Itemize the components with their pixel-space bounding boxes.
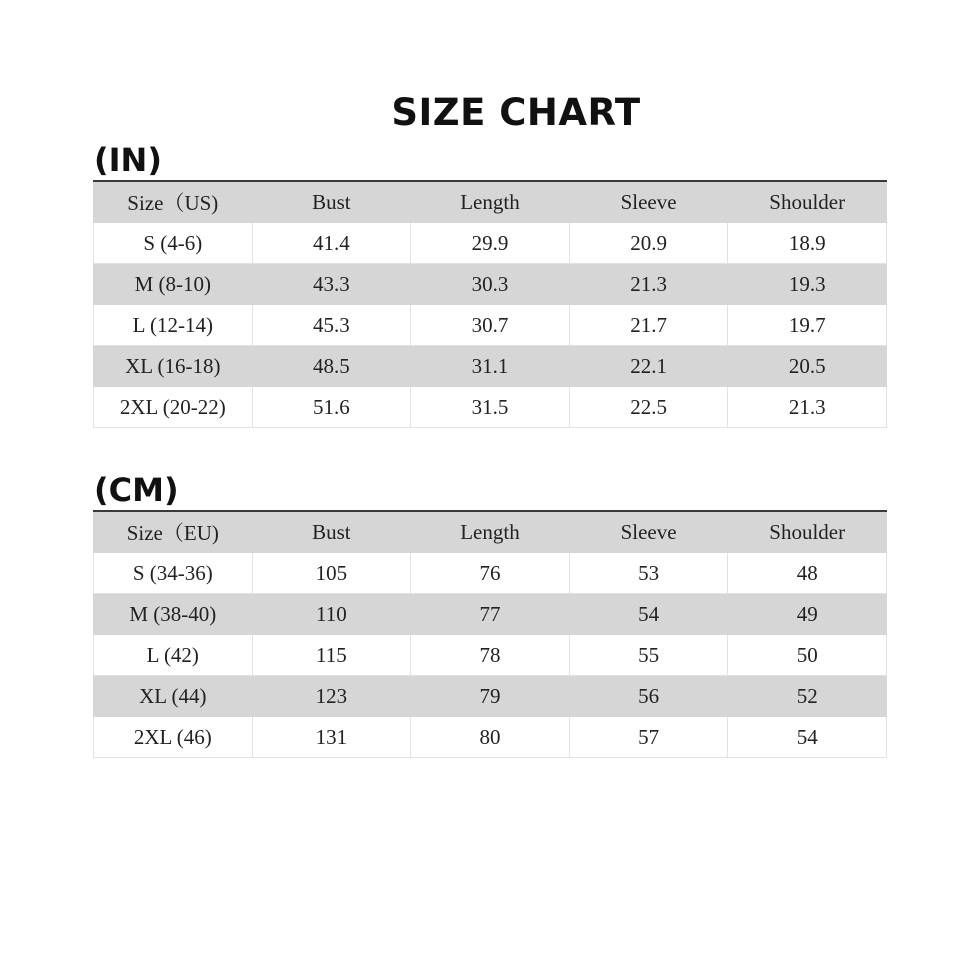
sleeve-cell: 56 xyxy=(569,676,728,717)
shoulder-cell: 21.3 xyxy=(728,387,887,428)
bust-cell: 110 xyxy=(252,594,411,635)
length-cell: 30.3 xyxy=(411,264,570,305)
table-row xyxy=(94,346,887,387)
size-cell: L (42) xyxy=(94,635,253,676)
column-header-size: Size（EU) xyxy=(94,511,253,553)
column-header-shoulder: Shoulder xyxy=(728,181,887,223)
table-header-row xyxy=(94,181,887,223)
shoulder-cell: 52 xyxy=(728,676,887,717)
bust-cell: 115 xyxy=(252,635,411,676)
table-row xyxy=(94,223,887,264)
column-header-bust: Bust xyxy=(252,511,411,553)
length-cell: 31.5 xyxy=(411,387,570,428)
sleeve-cell: 21.7 xyxy=(569,305,728,346)
shoulder-cell: 48 xyxy=(728,553,887,594)
shoulder-cell: 18.9 xyxy=(728,223,887,264)
centimeters-section-label: (CM) xyxy=(94,471,179,509)
sleeve-cell: 57 xyxy=(569,717,728,758)
length-cell: 76 xyxy=(411,553,570,594)
sleeve-cell: 20.9 xyxy=(569,223,728,264)
bust-cell: 105 xyxy=(252,553,411,594)
size-cell: XL (16-18) xyxy=(94,346,253,387)
sleeve-cell: 53 xyxy=(569,553,728,594)
size-cell: 2XL (20-22) xyxy=(94,387,253,428)
column-header-bust: Bust xyxy=(252,181,411,223)
size-table-centimeters xyxy=(93,510,887,758)
length-cell: 80 xyxy=(411,717,570,758)
sleeve-cell: 54 xyxy=(569,594,728,635)
page-title: SIZE CHART xyxy=(391,91,641,134)
table-row xyxy=(94,553,887,594)
bust-cell: 48.5 xyxy=(252,346,411,387)
column-header-size: Size（US) xyxy=(94,181,253,223)
length-cell: 31.1 xyxy=(411,346,570,387)
length-cell: 30.7 xyxy=(411,305,570,346)
size-cell: S (4-6) xyxy=(94,223,253,264)
shoulder-cell: 50 xyxy=(728,635,887,676)
table-row xyxy=(94,594,887,635)
size-cell: L (12-14) xyxy=(94,305,253,346)
column-header-length: Length xyxy=(411,181,570,223)
shoulder-cell: 19.7 xyxy=(728,305,887,346)
size-cell: M (38-40) xyxy=(94,594,253,635)
table-row xyxy=(94,305,887,346)
length-cell: 77 xyxy=(411,594,570,635)
length-cell: 79 xyxy=(411,676,570,717)
bust-cell: 51.6 xyxy=(252,387,411,428)
table-row xyxy=(94,635,887,676)
length-cell: 29.9 xyxy=(411,223,570,264)
table-row xyxy=(94,676,887,717)
size-table-inches xyxy=(93,180,887,428)
sleeve-cell: 21.3 xyxy=(569,264,728,305)
shoulder-cell: 49 xyxy=(728,594,887,635)
sleeve-cell: 55 xyxy=(569,635,728,676)
size-cell: 2XL (46) xyxy=(94,717,253,758)
table-row xyxy=(94,387,887,428)
column-header-sleeve: Sleeve xyxy=(569,511,728,553)
shoulder-cell: 54 xyxy=(728,717,887,758)
bust-cell: 41.4 xyxy=(252,223,411,264)
size-cell: XL (44) xyxy=(94,676,253,717)
bust-cell: 45.3 xyxy=(252,305,411,346)
bust-cell: 131 xyxy=(252,717,411,758)
sleeve-cell: 22.1 xyxy=(569,346,728,387)
bust-cell: 123 xyxy=(252,676,411,717)
size-cell: S (34-36) xyxy=(94,553,253,594)
shoulder-cell: 19.3 xyxy=(728,264,887,305)
bust-cell: 43.3 xyxy=(252,264,411,305)
shoulder-cell: 20.5 xyxy=(728,346,887,387)
size-cell: M (8-10) xyxy=(94,264,253,305)
table-row xyxy=(94,717,887,758)
column-header-length: Length xyxy=(411,511,570,553)
table-header-row xyxy=(94,511,887,553)
inches-section-label: (IN) xyxy=(94,141,162,179)
table-row xyxy=(94,264,887,305)
length-cell: 78 xyxy=(411,635,570,676)
column-header-sleeve: Sleeve xyxy=(569,181,728,223)
sleeve-cell: 22.5 xyxy=(569,387,728,428)
column-header-shoulder: Shoulder xyxy=(728,511,887,553)
